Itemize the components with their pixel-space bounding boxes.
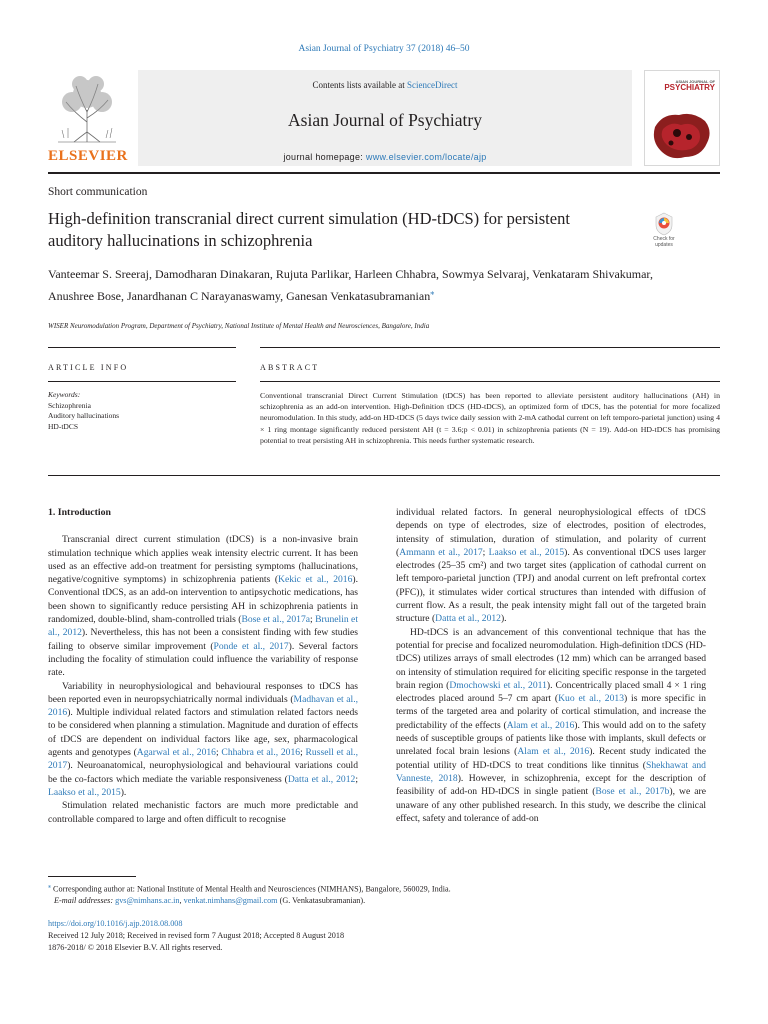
affiliation: WISER Neuromodulation Program, Department of Psychiatry, National Institute of Mental Health and Neurosciences, Bangalore, India	[48, 322, 430, 330]
body-column-right	[396, 506, 706, 825]
doi-link[interactable]: https://doi.org/10.1016/j.ajp.2018.08.008	[48, 919, 183, 928]
citation-link[interactable]: Brunelin et al., 2012	[48, 614, 358, 639]
abstract-heading: ABSTRACT	[260, 363, 320, 372]
check-for-updates-icon	[654, 212, 674, 236]
paragraph-text: ). As conventional tDCS uses larger electrodes (25–35 cm²) and two target sites (application of cathodal current on left temporo-parietal junction (TPJ) and anodal current on left prefrontal cortex (PFC)), it stimulates wider cortical structures than intended with diffusion of current flow. As a result, the peak intensity might fall out of the targeted brain structure (	[396, 546, 706, 625]
citation-link[interactable]: Alam et al., 2016	[517, 746, 590, 758]
paragraph-text: individual related factors. In general neurophysiological effects of tDCS depends on type of electrodes, size of electrodes, position of electrodes, intensity of stimulation, duration of stimulation, and polarity of current (	[396, 507, 706, 558]
paragraph-text: ). Multiple individual related factors and stimulation related factors needs to be considered when planning a stimulation. Magnitude and duration of effects of tDCS are dependent on individual factors like age, sex, pharmacological agents and genotypes (	[48, 707, 358, 759]
masthead-band	[138, 70, 632, 166]
keyword-item: Schizophrenia	[48, 400, 91, 410]
journal-cover-thumbnail[interactable]	[644, 70, 720, 166]
body-paragraph	[48, 533, 358, 679]
author-list	[48, 266, 688, 305]
elsevier-wordmark: ELSEVIER	[48, 148, 128, 164]
footnote-rule	[48, 876, 136, 877]
body-column-left	[48, 506, 358, 826]
footnote-mark: ⁎	[48, 884, 51, 890]
article-info-rule-mid	[48, 381, 236, 382]
journal-title[interactable]: Asian Journal of Psychiatry	[288, 110, 482, 130]
cover-art-icon	[649, 107, 715, 161]
body-paragraph	[48, 799, 358, 826]
keywords-block	[48, 390, 236, 432]
corresponding-author-mark[interactable]: ⁎	[430, 287, 435, 297]
citation-link[interactable]: Chhabra et al., 2016	[221, 747, 301, 759]
sciencedirect-link[interactable]: ScienceDirect	[407, 80, 458, 90]
citation-link[interactable]: Alam et al., 2016	[506, 719, 575, 731]
email-footnote	[48, 895, 720, 907]
paragraph-text: ). Nevertheless, this has not been a consistent finding with few studies failing to observe similar improvement (	[48, 627, 358, 652]
citation-link[interactable]: Ammann et al., 2017	[399, 546, 483, 558]
keyword-item: Auditory hallucinations	[48, 411, 120, 420]
email-label: E-mail addresses:	[54, 896, 116, 906]
abstract-rule-mid	[260, 381, 720, 382]
citation-link[interactable]: Laakso et al., 2015	[48, 786, 121, 798]
citation-link[interactable]: Bose et al., 2017b	[595, 786, 670, 798]
paragraph-text: HD-tDCS is an advancement of this conventional technique that has the potential for precise and focalized neuromodulation. High-definition tDCS (HD-tDCS) utilizes arrays of small electrodes (12 mm) which can be arranged based on intensity of stimulation required for eliciting specific response in the targeted brain region (	[396, 626, 706, 691]
doi-block	[48, 918, 720, 953]
corresponding-text: Corresponding author at: National Institute of Mental Health and Neurosciences (NIMHANS), Bangalore, 560029, India.	[51, 884, 451, 894]
paragraph-text: ). Neuroanatomical, neurophysiological and behavioural variations could be the co-factors which mediate the variable responsiveness (	[48, 760, 358, 785]
email-link-2[interactable]: venkat.nimhans@gmail.com	[183, 896, 278, 906]
paragraph-text: ;	[300, 747, 306, 759]
keyword-item: HD-tDCS	[48, 421, 79, 431]
abstract-text: Conventional transcranial Direct Current Stimulation (tDCS) has been reported to alleviate persistent auditory hallucinations (AH) in schizophrenia as an add-on intervention. High-Definition tDCS (HD-tDCS), an optimized form of tDCS, has the potential for more focalized neuromodulation. In this study, add-on HD-tDCS (5 days twice daily session with 2-mA cathodal current on left temporo-parietal junction) using 4 × 1 ring montage significantly reduced persistent AH (t = 3.6;p < 0.01) in schizophrenia patients (N = 19). Add-on HD-tDCS has promising potential to treat persisting AH in schizophrenia. This needs further systematic research.	[260, 391, 720, 445]
copyright-line: 1876-2018/ © 2018 Elsevier B.V. All rights reserved.	[48, 942, 223, 952]
cover-title-small: ASIAN JOURNAL OF	[675, 79, 715, 84]
article-history: Received 12 July 2018; Received in revised form 7 August 2018; Accepted 8 August 2018	[48, 930, 345, 940]
paragraph-text: ;	[215, 747, 222, 759]
paragraph-text: Transcranial direct current stimulation (tDCS) is a non-invasive brain stimulation technique which applies weak intensity electric current. It has been used as an effective add-on treatment for persisting symptoms (hallucinations, negative/cognitive symptoms) in schizophrenia patients (	[48, 534, 358, 586]
email-link-1[interactable]: gvs@nimhans.ac.in	[115, 896, 180, 906]
paragraph-text: Variability in neurophysiological and behavioural responses to tDCS has been reported even in neuropsychiatrically normal individuals (	[48, 680, 358, 705]
footnotes	[48, 882, 720, 907]
paragraph-text: ). Concentrically placed small 4 × 1 ring electrodes placed around 5–7 cm apart (	[396, 679, 707, 705]
email-separator: ,	[179, 896, 184, 906]
citation-link[interactable]: Shekhawat and Vanneste, 2018	[396, 759, 706, 784]
paragraph-text: ).	[500, 613, 507, 625]
body-paragraph	[396, 626, 706, 825]
elsevier-tree-icon	[54, 72, 120, 144]
paragraph-text: ). Recent study indicated the potential utility of HD-tDCS to treat conditions like tinnitus (	[396, 746, 707, 771]
paragraph-text: Stimulation related mechanistic factors are much more predictable and controllable compared to large and often difficult to recognise	[48, 800, 358, 825]
homepage-link[interactable]: www.elsevier.com/locate/ajp	[365, 152, 487, 162]
email-suffix: (G. Venkatasubramanian).	[277, 896, 366, 906]
paragraph-text: ;	[482, 546, 489, 558]
article-info-rule-top	[48, 347, 236, 348]
citation-link[interactable]: Kuo et al., 2013	[558, 693, 624, 705]
cover-title-main: PSYCHIATRY	[664, 83, 715, 92]
contents-line	[138, 80, 632, 90]
check-for-updates-badge[interactable]	[646, 212, 682, 252]
paragraph-text: ;	[310, 614, 316, 626]
citation-link[interactable]: Ponde et al., 2017	[213, 640, 289, 652]
paragraph-text: ), we are unaware of any other published research. In this study, we describe the clinical effect, safety and tolerance of add-on	[396, 786, 706, 824]
elsevier-logo[interactable]	[48, 70, 126, 162]
abstract-rule-bottom	[48, 475, 720, 476]
body-paragraph	[48, 680, 358, 800]
journal-masthead	[48, 70, 720, 172]
citation-link[interactable]: Kekic et al., 2016	[278, 574, 353, 586]
running-head[interactable]: Asian Journal of Psychiatry 37 (2018) 46–50	[298, 44, 470, 54]
contents-prefix: Contents lists available at	[312, 80, 407, 90]
citation-link[interactable]: Dmochowski et al., 2011	[449, 679, 547, 691]
body-paragraph	[396, 506, 706, 626]
citation-link[interactable]: Agarwal et al., 2016	[136, 747, 216, 759]
corresponding-footnote	[48, 882, 720, 895]
citation-link[interactable]: Russell et al., 2017	[48, 747, 358, 772]
paragraph-text: ). Several factors including the focality of stimulation could influence the variability of response rate.	[48, 640, 359, 679]
homepage-prefix: journal homepage:	[283, 152, 366, 162]
article-info-heading: ARTICLE INFO	[48, 363, 129, 372]
paragraph-text: ). Conventional tDCS, as an add-on intervention to antipsychotic medications, has been shown to significantly reduce persisting AH in schizophrenia patients in randomized, double-blind, sham-controlled trials (	[48, 574, 358, 626]
citation-link[interactable]: Madhavan et al., 2016	[48, 693, 358, 719]
article-title: High-definition transcranial direct current simulation (HD-tDCS) for persistent auditory hallucinations in schizophrenia	[48, 209, 570, 250]
authors-text: Vanteemar S. Sreeraj, Damodharan Dinakaran, Rujuta Parlikar, Harleen Chhabra, Sowmya Selvaraj, Venkataram Shivakumar, Anushree Bose, Janardhanan C Narayanaswamy, Ganesan Venkatasubramanian	[48, 267, 653, 303]
paragraph-text: ).	[120, 786, 127, 798]
citation-link[interactable]: Bose et al., 2017a	[241, 614, 310, 626]
section-heading-introduction: 1. Introduction	[48, 507, 111, 518]
right-paragraphs	[396, 506, 706, 825]
abstract-rule-top	[260, 347, 720, 348]
paragraph-text: ;	[355, 773, 358, 785]
paragraph-text: ) is more specific in terms of the targeted area and polarity of cortical stimulation, and increase the predictability of the effects (	[396, 693, 706, 731]
header-rule	[48, 172, 720, 174]
article-type: Short communication	[48, 186, 148, 198]
check-for-updates-label: Check for updates	[653, 236, 675, 248]
citation-link[interactable]: Laakso et al., 2015	[488, 546, 565, 558]
keywords-label: Keywords:	[48, 390, 81, 399]
left-paragraphs	[48, 533, 358, 826]
homepage-line	[138, 152, 632, 162]
paragraph-text: ). This would add on to the safety needs of susceptible groups of patients like those with implants, skull defects or unrelated focal brain lesions (	[396, 719, 706, 758]
citation-link[interactable]: Datta et al., 2012	[435, 613, 501, 625]
citation-link[interactable]: Datta et al., 2012	[287, 773, 356, 785]
cover-title	[664, 79, 715, 92]
paragraph-text: ). However, in schizophrenia, except for the description of feasibility of add-on HD-tDCS in single patient (	[396, 772, 706, 798]
